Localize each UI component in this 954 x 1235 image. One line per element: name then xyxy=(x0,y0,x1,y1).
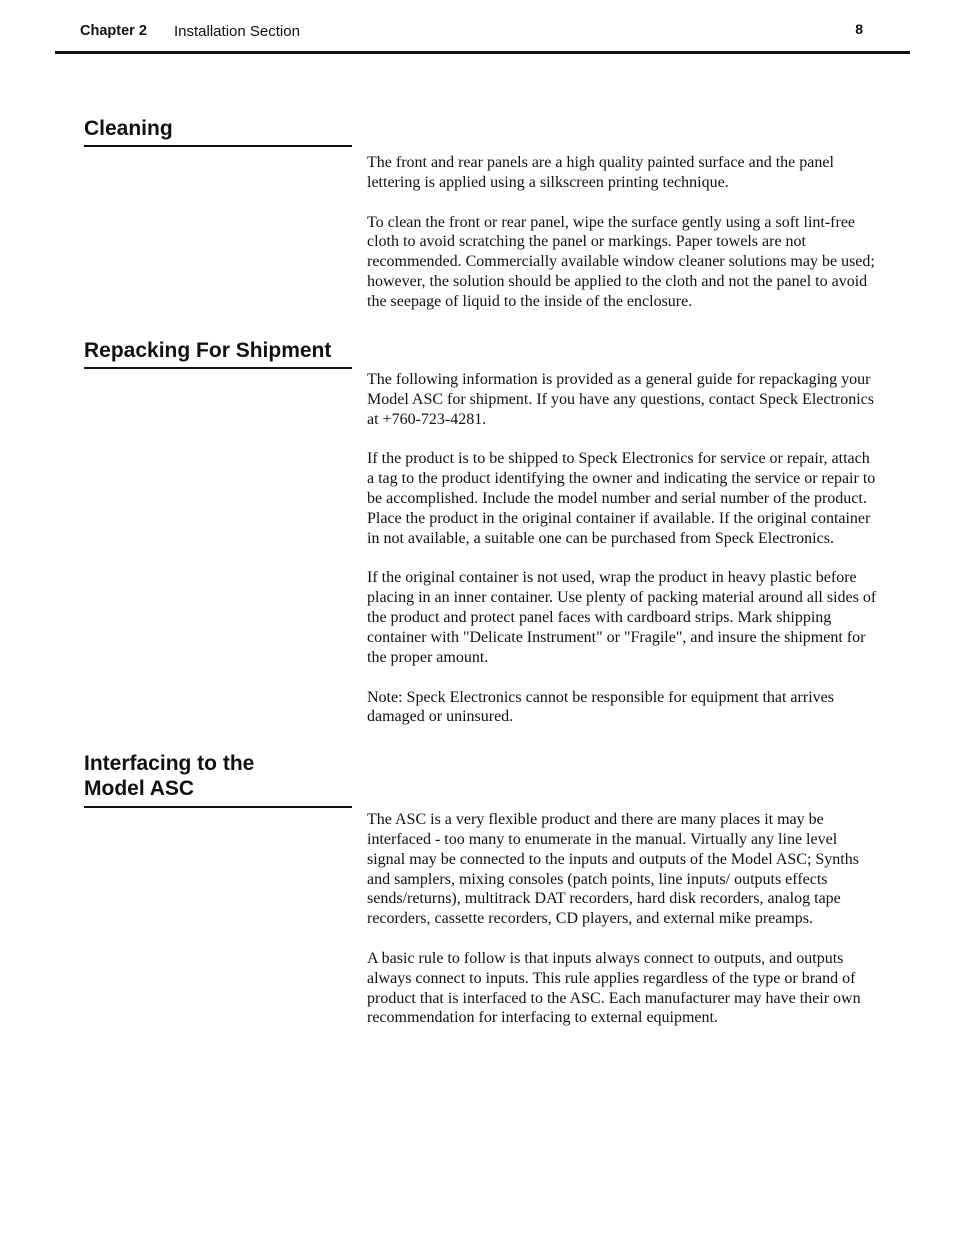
section-title: Installation Section xyxy=(174,23,300,40)
paragraph: Note: Speck Electronics cannot be responsible for equipment that arrives damaged or uninsured. xyxy=(367,688,834,726)
paragraph: If the original container is not used, wrap the product in heavy plastic before placing in an inner container. Use plenty of packing material around all sides of the product and protect panel faces with cardboard strips. Mark shipping container with "Delicate Instrument" or "Fragile", and insure the shipment for the proper amount. xyxy=(367,569,877,666)
heading-cleaning xyxy=(84,116,352,147)
cleaning-body xyxy=(367,153,879,332)
paragraph: If the product is to be shipped to Speck Electronics for service or repair, attach a tag to the product identifying the owner and indicating the service or repair to be accomplished. Include the model number and serial number of the product. Place the product in the original container if available. If the original container in not available, a suitable one can be purchased from Speck Electronics. xyxy=(367,450,876,547)
repacking-body xyxy=(367,370,879,747)
heading-interfacing xyxy=(84,751,352,808)
heading-line: Model ASC xyxy=(84,777,195,800)
heading-line: Interfacing to the xyxy=(84,752,255,775)
paragraph: The ASC is a very flexible product and there are many places it may be interfaced - too many to enumerate in the manual. Virtually any line level signal may be connected to the inputs and outputs of the Model ASC; Synths and samplers, mixing consoles (patch points, line inputs/ outputs effects sends/returns), multitrack DAT recorders, hard disk recorders, analog tape recorders, cassette recorders, CD players, and external mike preamps. xyxy=(367,811,859,928)
interfacing-body xyxy=(367,810,879,1048)
paragraph: A basic rule to follow is that inputs always connect to outputs, and outputs always connect to inputs. This rule applies regardless of the type or brand of product that is interfaced to the ASC. Each manufacturer may have their own recommendation for interfacing to external equipment. xyxy=(367,949,861,1027)
page-header xyxy=(55,18,910,54)
heading-repacking xyxy=(84,338,352,369)
heading-line: Cleaning xyxy=(84,117,173,140)
chapter-label: Chapter 2 xyxy=(80,23,147,39)
page-number: 8 xyxy=(855,21,863,37)
heading-line: Repacking For Shipment xyxy=(84,339,332,362)
paragraph: The following information is provided as a general guide for repackaging your Model ASC for shipment. If you have any questions, contact Speck Electronics at +760-723-4281. xyxy=(367,371,875,428)
paragraph: To clean the front or rear panel, wipe the surface gently using a soft lint-free cloth to avoid scratching the panel or markings. Paper towels are not recommended. Commercially available window cleaner solutions may be used; however, the solution should be applied to the cloth and not the panel to avoid the seepage of liquid to the inside of the enclosure. xyxy=(367,213,875,310)
paragraph: The front and rear panels are a high quality painted surface and the panel lettering is applied using a silkscreen printing technique. xyxy=(367,154,834,191)
